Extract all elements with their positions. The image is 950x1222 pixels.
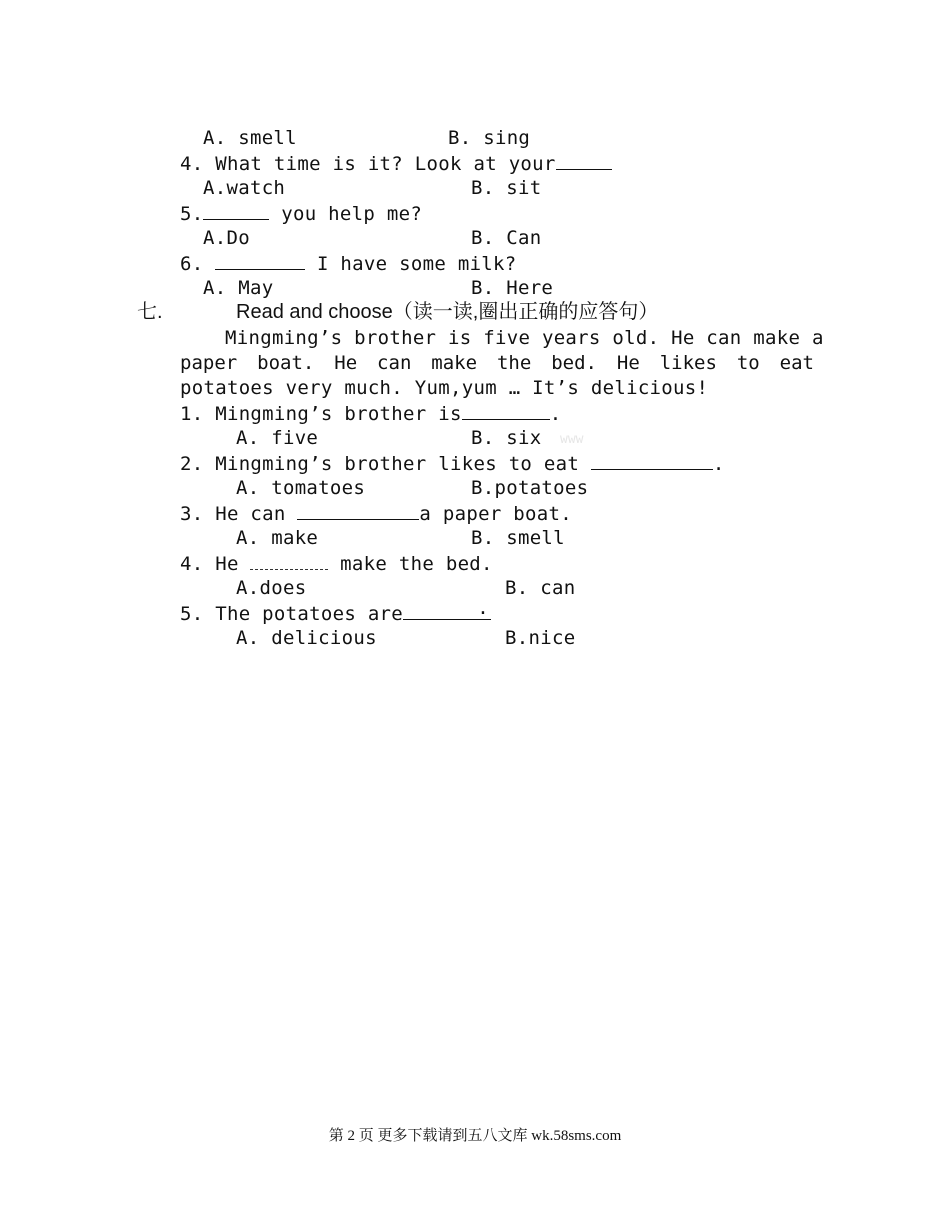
passage-line-3: potatoes very much. Yum,yum … It’s delicious! bbox=[180, 377, 709, 399]
question-6-rest: I have some milk? bbox=[305, 253, 517, 275]
rq1-option-a: A. five bbox=[236, 427, 319, 449]
reading-question-2 bbox=[180, 451, 725, 477]
rq2-option-a: A. tomatoes bbox=[236, 477, 366, 499]
rq5-option-b: B.nice bbox=[505, 627, 576, 649]
answer-blank bbox=[203, 201, 269, 220]
question-5 bbox=[180, 201, 422, 227]
q5-option-b: B. Can bbox=[471, 227, 542, 249]
rq3-option-a: A. make bbox=[236, 527, 319, 549]
question-text: 4. He bbox=[180, 553, 251, 575]
section-title: Read and choose（读一读,圈出正确的应答句） bbox=[236, 301, 659, 323]
q6-option-a: A. May bbox=[203, 277, 274, 299]
passage-line-1: Mingming’s brother is five years old. He can make a bbox=[225, 327, 824, 349]
rq2-option-b: B.potatoes bbox=[471, 477, 589, 499]
answer-blank bbox=[297, 501, 419, 520]
answer-blank bbox=[556, 151, 612, 170]
rq4-option-b: B. can bbox=[505, 577, 576, 599]
q3-option-a: A. smell bbox=[203, 127, 297, 149]
q4-option-a: A.watch bbox=[203, 177, 286, 199]
question-text: 1. Mingming’s brother is bbox=[180, 403, 462, 425]
q4-option-b: B. sit bbox=[471, 177, 542, 199]
q3-option-b: B. sing bbox=[448, 127, 531, 149]
answer-blank bbox=[403, 597, 491, 620]
question-5-rest: you help me? bbox=[269, 203, 423, 225]
answer-blank bbox=[250, 551, 328, 570]
rq5-option-a: A. delicious bbox=[236, 627, 377, 649]
answer-blank bbox=[591, 451, 713, 470]
passage-line-2: paper boat. He can make the bed. He likes to eat bbox=[180, 352, 814, 374]
rq1-option-b: B. six bbox=[471, 427, 542, 449]
answer-blank bbox=[215, 251, 305, 270]
question-text: 2. Mingming’s brother likes to eat bbox=[180, 453, 591, 475]
question-6-num: 6. bbox=[180, 253, 216, 275]
question-text-end: . bbox=[477, 597, 490, 619]
reading-question-1 bbox=[180, 401, 562, 427]
question-6 bbox=[180, 251, 517, 277]
watermark: www bbox=[560, 432, 584, 447]
reading-question-3 bbox=[180, 501, 572, 527]
question-text: 3. He can bbox=[180, 503, 298, 525]
question-4-stem: 4. What time is it? Look at your bbox=[180, 153, 556, 175]
reading-question-4 bbox=[180, 551, 493, 577]
question-5-num: 5. bbox=[180, 203, 204, 225]
question-text-end: make the bed. bbox=[328, 553, 493, 575]
question-4 bbox=[180, 151, 612, 177]
q5-option-a: A.Do bbox=[203, 227, 250, 249]
rq4-option-a: A.does bbox=[236, 577, 307, 599]
reading-question-5 bbox=[180, 597, 491, 627]
question-text: 5. The potatoes are bbox=[180, 603, 404, 625]
answer-blank bbox=[462, 401, 550, 420]
rq3-option-b: B. smell bbox=[471, 527, 565, 549]
page-footer: 第 2 页 更多下载请到五八文库 wk.58sms.com bbox=[328, 1128, 622, 1144]
section-number: 七. bbox=[137, 301, 163, 323]
question-text-end: a paper boat. bbox=[419, 503, 572, 525]
question-text-end: . bbox=[549, 403, 562, 425]
q6-option-b: B. Here bbox=[471, 277, 554, 299]
question-text-end: . bbox=[712, 453, 725, 475]
